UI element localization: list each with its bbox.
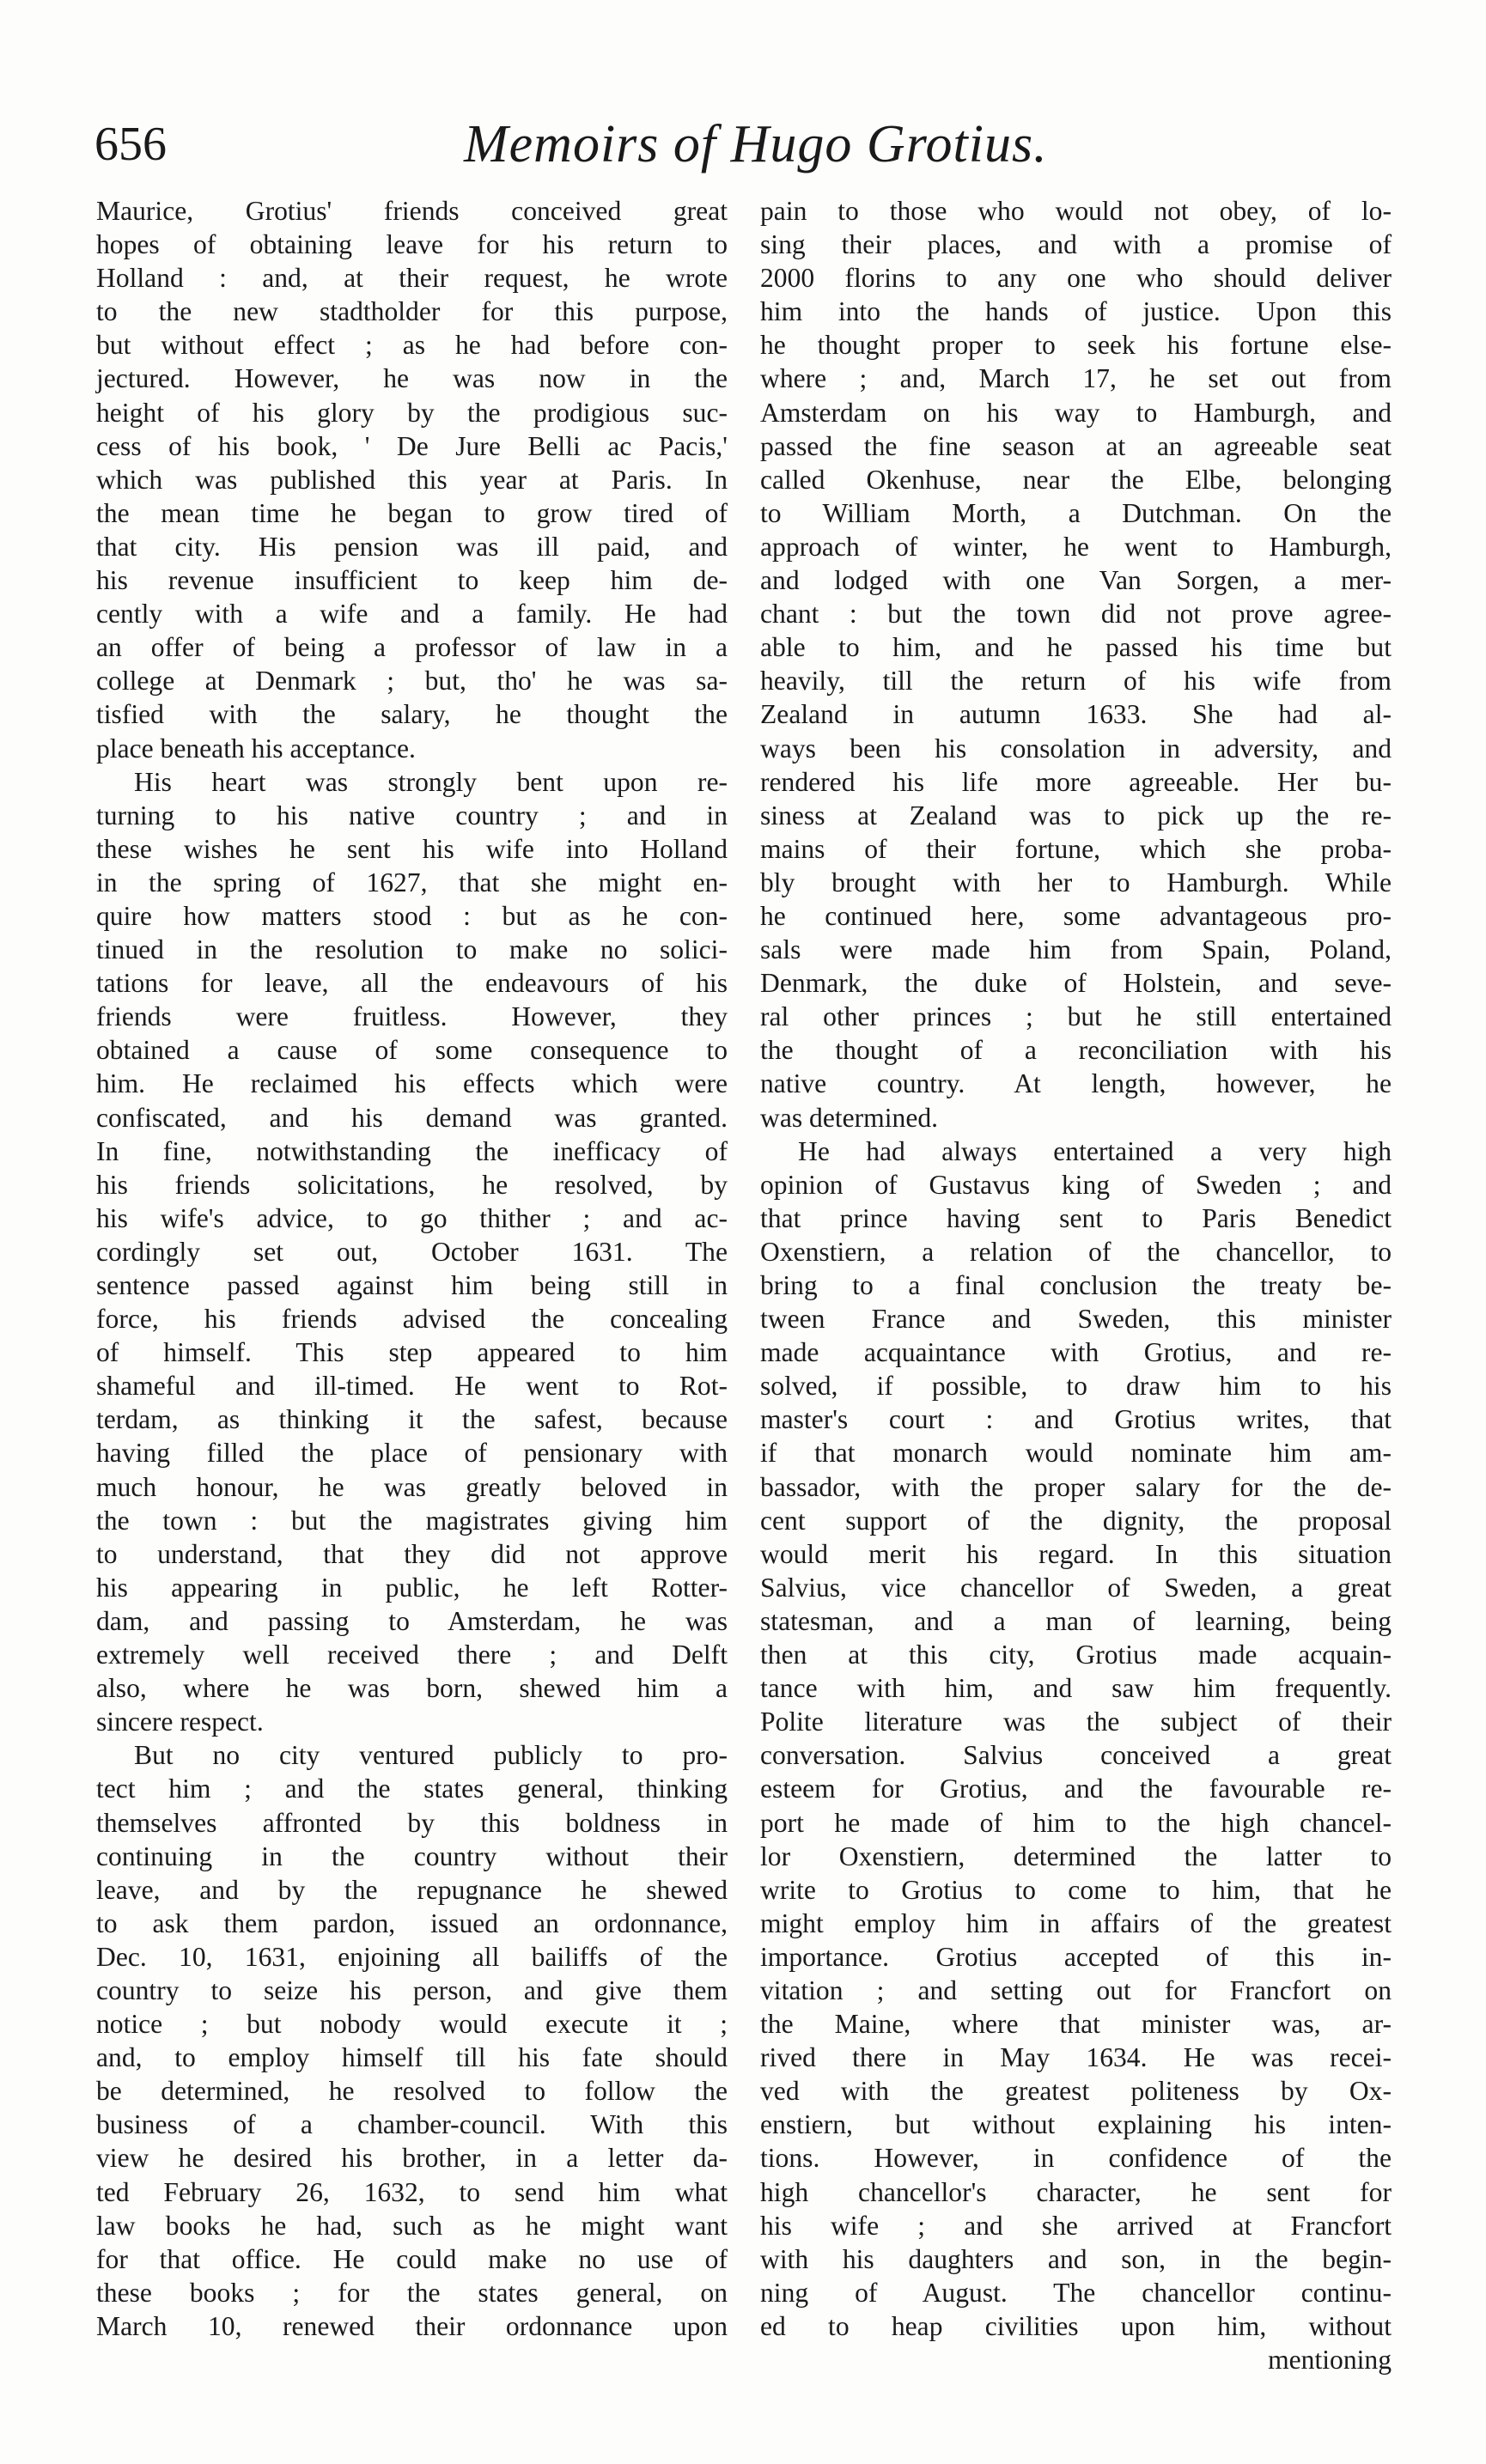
text-line: statesman, and a man of learning, being [760, 1605, 1392, 1636]
text-line: cent support of the dignity, the proposal [760, 1505, 1392, 1536]
text-line: notice ; but nobody would execute it ; [96, 2009, 728, 2040]
text-line: height of his glory by the prodigious suc- [96, 397, 728, 428]
text-line: vitation ; and setting out for Francfort on [760, 1974, 1392, 2005]
text-line: rendered his life more agreeable. Her bu- [760, 766, 1392, 797]
text-line: the Maine, where that minister was, ar- [760, 2009, 1392, 2040]
text-line: obtained a cause of some consequence to [96, 1035, 728, 1066]
text-line: master's court : and Grotius writes, that [760, 1404, 1392, 1435]
text-line: cordingly set out, October 1631. The [96, 1236, 728, 1267]
text-line: terdam, as thinking it the safest, because [96, 1404, 728, 1435]
text-line: write to Grotius to come to him, that he [760, 1874, 1392, 1905]
text-line: tations for leave, all the endeavours of his [96, 968, 728, 999]
text-line: bly brought with her to Hamburgh. While [760, 867, 1392, 897]
text-line: importance. Grotius accepted of this in- [760, 1941, 1392, 1972]
text-line: esteem for Grotius, and the favourable re- [760, 1773, 1392, 1804]
text-line: which was published this year at Paris. In [96, 464, 728, 495]
text-line: lor Oxenstiern, determined the latter to [760, 1840, 1392, 1871]
text-line: the thought of a reconciliation with his [760, 1035, 1392, 1066]
text-line: pain to those who would not obey, of lo- [760, 196, 1392, 226]
text-line: force, his friends advised the concealing [96, 1304, 728, 1335]
text-line: law books he had, such as he might want [96, 2210, 728, 2241]
text-line: tions. However, in confidence of the [760, 2143, 1392, 2174]
text-line: Holland : and, at their request, he wrote [96, 263, 728, 294]
text-line: siness at Zealand was to pick up the re- [760, 800, 1392, 830]
text-line: Salvius, vice chancellor of Sweden, a great [760, 1572, 1392, 1603]
text-line: dam, and passing to Amsterdam, he was [96, 1605, 728, 1636]
text-line: His heart was strongly bent upon re- [134, 766, 728, 797]
text-line: tect him ; and the states general, thinking [96, 1773, 728, 1804]
text-line: continuing in the country without their [96, 1840, 728, 1871]
text-line: Oxenstiern, a relation of the chancellor, to [760, 1236, 1392, 1267]
text-line: But no city ventured publicly to pro- [134, 1740, 728, 1771]
text-line: sentence passed against him being still in [96, 1270, 728, 1300]
page-number: 656 [94, 118, 167, 171]
text-line: ral other princes ; but he still entertained [760, 1001, 1392, 1032]
text-line: enstiern, but without explaining his inten- [760, 2109, 1392, 2140]
text-line: quire how matters stood : but as he con- [96, 900, 728, 931]
text-line: heavily, till the return of his wife from [760, 666, 1392, 697]
text-line: business of a chamber-council. With this [96, 2109, 728, 2140]
page-header [94, 110, 1400, 187]
text-line: shameful and ill-timed. He went to Rot- [96, 1371, 728, 1402]
text-line: college at Denmark ; but, tho' he was sa- [96, 666, 728, 697]
left-text-column [96, 194, 728, 2343]
text-line: where ; and, March 17, he set out from [760, 363, 1392, 394]
text-line: an offer of being a professor of law in a [96, 632, 728, 663]
text-line: approach of winter, he went to Hamburgh, [760, 531, 1392, 562]
text-line: Maurice, Grotius' friends conceived great [96, 196, 728, 226]
text-line: sincere respect. [96, 1707, 264, 1737]
text-line: if that monarch would nominate him am- [760, 1438, 1392, 1469]
text-line: his friends solicitations, he resolved, by [96, 1169, 728, 1200]
text-line: was determined. [760, 1102, 939, 1133]
text-line: In fine, notwithstanding the inefficacy of [96, 1135, 728, 1166]
text-line: themselves affronted by this boldness in [96, 1807, 728, 1838]
text-line: his wife's advice, to go thither ; and ac- [96, 1202, 728, 1233]
text-line: having filled the place of pensionary with [96, 1438, 728, 1469]
text-line: then at this city, Grotius made acquain- [760, 1640, 1392, 1670]
text-line: ning of August. The chancellor continu- [760, 2277, 1392, 2308]
text-line: cess of his book, ' De Jure Belli ac Pacis,' [96, 430, 728, 461]
text-line: his revenue insufficient to keep him de- [96, 565, 728, 596]
text-line: that prince having sent to Paris Benedict [760, 1202, 1392, 1233]
text-line: ved with the greatest politeness by Ox- [760, 2076, 1392, 2107]
text-line: country to seize his person, and give them [96, 1974, 728, 2005]
text-line: place beneath his acceptance. [96, 733, 416, 764]
text-line: tisfied with the salary, he thought the [96, 699, 728, 730]
text-line: passed the fine season at an agreeable seat [760, 430, 1392, 461]
text-line: in the spring of 1627, that she might en- [96, 867, 728, 897]
text-line: his wife ; and she arrived at Francfort [760, 2210, 1392, 2241]
text-line: his appearing in public, he left Rotter- [96, 1572, 728, 1603]
text-line: rived there in May 1634. He was recei- [760, 2042, 1392, 2073]
text-line: called Okenhuse, near the Elbe, belonging [760, 464, 1392, 495]
text-line: he continued here, some advantageous pro- [760, 900, 1392, 931]
text-line: much honour, he was greatly beloved in [96, 1471, 728, 1502]
text-line: opinion of Gustavus king of Sweden ; and [760, 1169, 1392, 1200]
text-line: Amsterdam on his way to Hamburgh, and [760, 397, 1392, 428]
text-line: these books ; for the states general, on [96, 2277, 728, 2308]
text-line: these wishes he sent his wife into Holland [96, 833, 728, 864]
text-line: might employ him in affairs of the greatest [760, 1907, 1392, 1938]
text-line: Denmark, the duke of Holstein, and seve- [760, 968, 1392, 999]
text-line: sals were made him from Spain, Poland, [760, 934, 1392, 965]
text-line: friends were fruitless. However, they [96, 1001, 728, 1032]
text-line: cently with a wife and a family. He had [96, 599, 728, 630]
text-line: to William Morth, a Dutchman. On the [760, 497, 1392, 528]
text-line: the town : but the magistrates giving him [96, 1505, 728, 1536]
text-line: bring to a final conclusion the treaty be- [760, 1270, 1392, 1300]
text-line: mains of their fortune, which she proba- [760, 833, 1392, 864]
text-line: to understand, that they did not approve [96, 1538, 728, 1569]
text-line: 2000 florins to any one who should deliver [760, 263, 1392, 294]
text-line: hopes of obtaining leave for his return to [96, 229, 728, 260]
text-line: for that office. He could make no use of [96, 2243, 728, 2274]
text-line: view he desired his brother, in a letter da- [96, 2143, 728, 2174]
text-line: March 10, renewed their ordonnance upon [96, 2310, 728, 2341]
text-line: leave, and by the repugnance he shewed [96, 1874, 728, 1905]
text-line: the mean time he began to grow tired of [96, 497, 728, 528]
text-line: to ask them pardon, issued an ordonnance, [96, 1907, 728, 1938]
text-line: tween France and Sweden, this minister [760, 1304, 1392, 1335]
text-line: sing their places, and with a promise of [760, 229, 1392, 260]
text-line: port he made of him to the high chancel- [760, 1807, 1392, 1838]
text-line: He had always entertained a very high [798, 1135, 1392, 1166]
text-line: Zealand in autumn 1633. She had al- [760, 699, 1392, 730]
text-line: tance with him, and saw him frequently. [760, 1673, 1392, 1704]
text-line: high chancellor's character, he sent for [760, 2176, 1392, 2207]
text-line: would merit his regard. In this situation [760, 1538, 1392, 1569]
text-line: chant : but the town did not prove agree- [760, 599, 1392, 630]
text-line: native country. At length, however, he [760, 1068, 1392, 1099]
text-line: solved, if possible, to draw him to his [760, 1371, 1392, 1402]
text-line: ted February 26, 1632, to send him what [96, 2176, 728, 2207]
text-line: confiscated, and his demand was granted. [96, 1102, 728, 1133]
text-line: of himself. This step appeared to him [96, 1337, 728, 1368]
right-text-column [760, 194, 1392, 2376]
text-line: extremely well received there ; and Delft [96, 1640, 728, 1670]
text-line: to the new stadtholder for this purpose, [96, 296, 728, 327]
text-line: ways been his consolation in adversity, and [760, 733, 1392, 764]
text-line: and, to employ himself till his fate should [96, 2042, 728, 2073]
text-line: turning to his native country ; and in [96, 800, 728, 830]
text-line: he thought proper to seek his fortune else- [760, 330, 1392, 361]
text-line: him. He reclaimed his effects which were [96, 1068, 728, 1099]
text-line: jectured. However, he was now in the [96, 363, 728, 394]
text-line: tinued in the resolution to make no solici- [96, 934, 728, 965]
running-head: Memoirs of Hugo Grotius. [464, 115, 1048, 173]
text-line: made acquaintance with Grotius, and re- [760, 1337, 1392, 1368]
text-line: bassador, with the proper salary for the de- [760, 1471, 1392, 1502]
text-line: ed to heap civilities upon him, without [760, 2310, 1392, 2341]
text-line: Polite literature was the subject of their [760, 1707, 1392, 1737]
text-line: Dec. 10, 1631, enjoining all bailiffs of the [96, 1941, 728, 1972]
text-line: with his daughters and son, in the begin- [760, 2243, 1392, 2274]
text-line: that city. His pension was ill paid, and [96, 531, 728, 562]
text-line: conversation. Salvius conceived a great [760, 1740, 1392, 1771]
text-line: be determined, he resolved to follow the [96, 2076, 728, 2107]
text-line: mentioning [1268, 2345, 1392, 2375]
text-line: but without effect ; as he had before con- [96, 330, 728, 361]
text-line: also, where he was born, shewed him a [96, 1673, 728, 1704]
text-line: and lodged with one Van Sorgen, a mer- [760, 565, 1392, 596]
text-line: him into the hands of justice. Upon this [760, 296, 1392, 327]
text-line: able to him, and he passed his time but [760, 632, 1392, 663]
